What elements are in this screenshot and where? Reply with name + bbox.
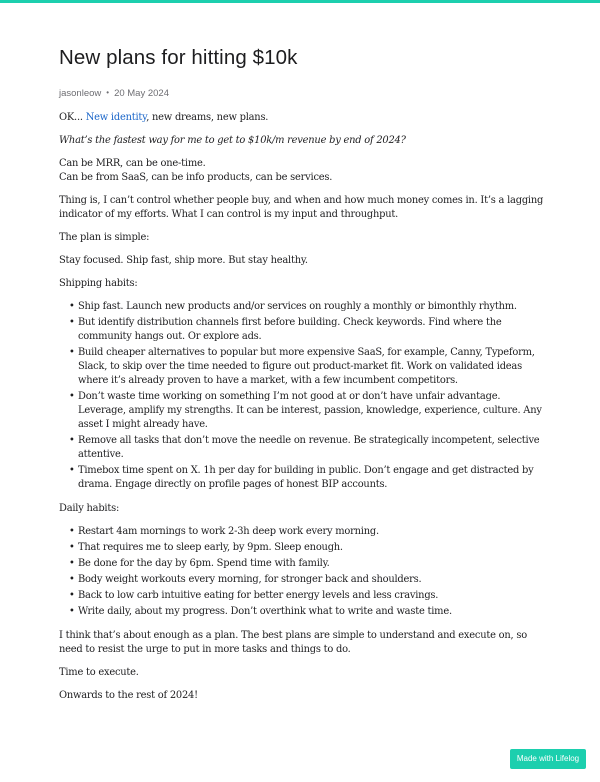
shipping-list xyxy=(59,300,549,492)
list-item: • Ship fast. Launch new products and/or services on roughly a monthly or bimonthly rhythm. xyxy=(78,300,549,314)
mrr-line-2: Can be from SaaS, can be info products, can be services. xyxy=(59,172,333,183)
intro-paragraph xyxy=(59,111,549,125)
list-item: • That requires me to sleep early, by 9pm. Sleep enough. xyxy=(78,541,549,555)
list-item: • Remove all tasks that don’t move the needle on revenue. Be strategically incompetent, selective attentive. xyxy=(78,434,549,462)
question-paragraph: What’s the fastest way for me to get to $10k/m revenue by end of 2024? xyxy=(59,135,406,146)
intro-suffix: , new dreams, new plans. xyxy=(146,112,269,123)
list-item: • Don’t waste time working on something I’m not good at or don’t have unfair advantage. Leverage, amplify my strengths. It can be interest, passion, knowledge, experience, culture. Any asset I might already have. xyxy=(78,390,549,432)
top-accent-bar xyxy=(0,0,600,3)
post-container xyxy=(59,44,549,712)
made-with-lifelog-button[interactable]: Made with Lifelog xyxy=(510,749,586,769)
onwards-paragraph: Onwards to the rest of 2024! xyxy=(59,690,198,701)
execute-paragraph: Time to execute. xyxy=(59,667,139,678)
list-item: • Write daily, about my progress. Don’t overthink what to write and waste time. xyxy=(78,605,549,619)
mrr-paragraph xyxy=(59,157,549,185)
daily-list xyxy=(59,525,549,619)
conclusion-paragraph: I think that’s about enough as a plan. The best plans are simple to understand and execute on, so need to resist the urge to put in more tasks and things to do. xyxy=(59,630,527,655)
control-paragraph: Thing is, I can’t control whether people buy, and when and how much money comes in. It’s a lagging indicator of my efforts. What I can control is my input and throughput. xyxy=(59,195,544,220)
focus-paragraph: Stay focused. Ship fast, ship more. But stay healthy. xyxy=(59,255,308,266)
list-item: • Build cheaper alternatives to popular but more expensive SaaS, for example, Canny, Typeform, Slack, to skip over the time needed to figure out product-market fit. Work on validated ideas where it’s already proven to have a market, with a few incumbent competitors. xyxy=(78,346,549,388)
post-body xyxy=(59,111,549,703)
list-item: • Body weight workouts every morning, for stronger back and shoulders. xyxy=(78,573,549,587)
daily-heading: Daily habits: xyxy=(59,503,120,514)
post-date: 20 May 2024 xyxy=(114,88,169,99)
list-item: • But identify distribution channels first before building. Check keywords. Find where the community hangs out. Or explore ads. xyxy=(78,316,549,344)
post-meta xyxy=(59,87,549,101)
post-title: New plans for hitting $10k xyxy=(59,46,298,69)
list-item: • Restart 4am mornings to work 2-3h deep work every morning. xyxy=(78,525,549,539)
new-identity-link[interactable]: New identity xyxy=(85,112,147,123)
meta-separator: • xyxy=(106,88,110,97)
list-item: • Back to low carb intuitive eating for better energy levels and less cravings. xyxy=(78,589,549,603)
intro-prefix: OK... xyxy=(59,112,86,123)
mrr-line-1: Can be MRR, can be one-time. xyxy=(59,158,206,169)
author-name[interactable]: jasonleow xyxy=(59,88,102,99)
plan-simple-paragraph: The plan is simple: xyxy=(59,232,150,243)
list-item: • Be done for the day by 6pm. Spend time with family. xyxy=(78,557,549,571)
shipping-heading: Shipping habits: xyxy=(59,278,138,289)
list-item: • Timebox time spent on X. 1h per day for building in public. Don’t engage and get distracted by drama. Engage directly on profile pages of honest BIP accounts. xyxy=(78,464,549,492)
